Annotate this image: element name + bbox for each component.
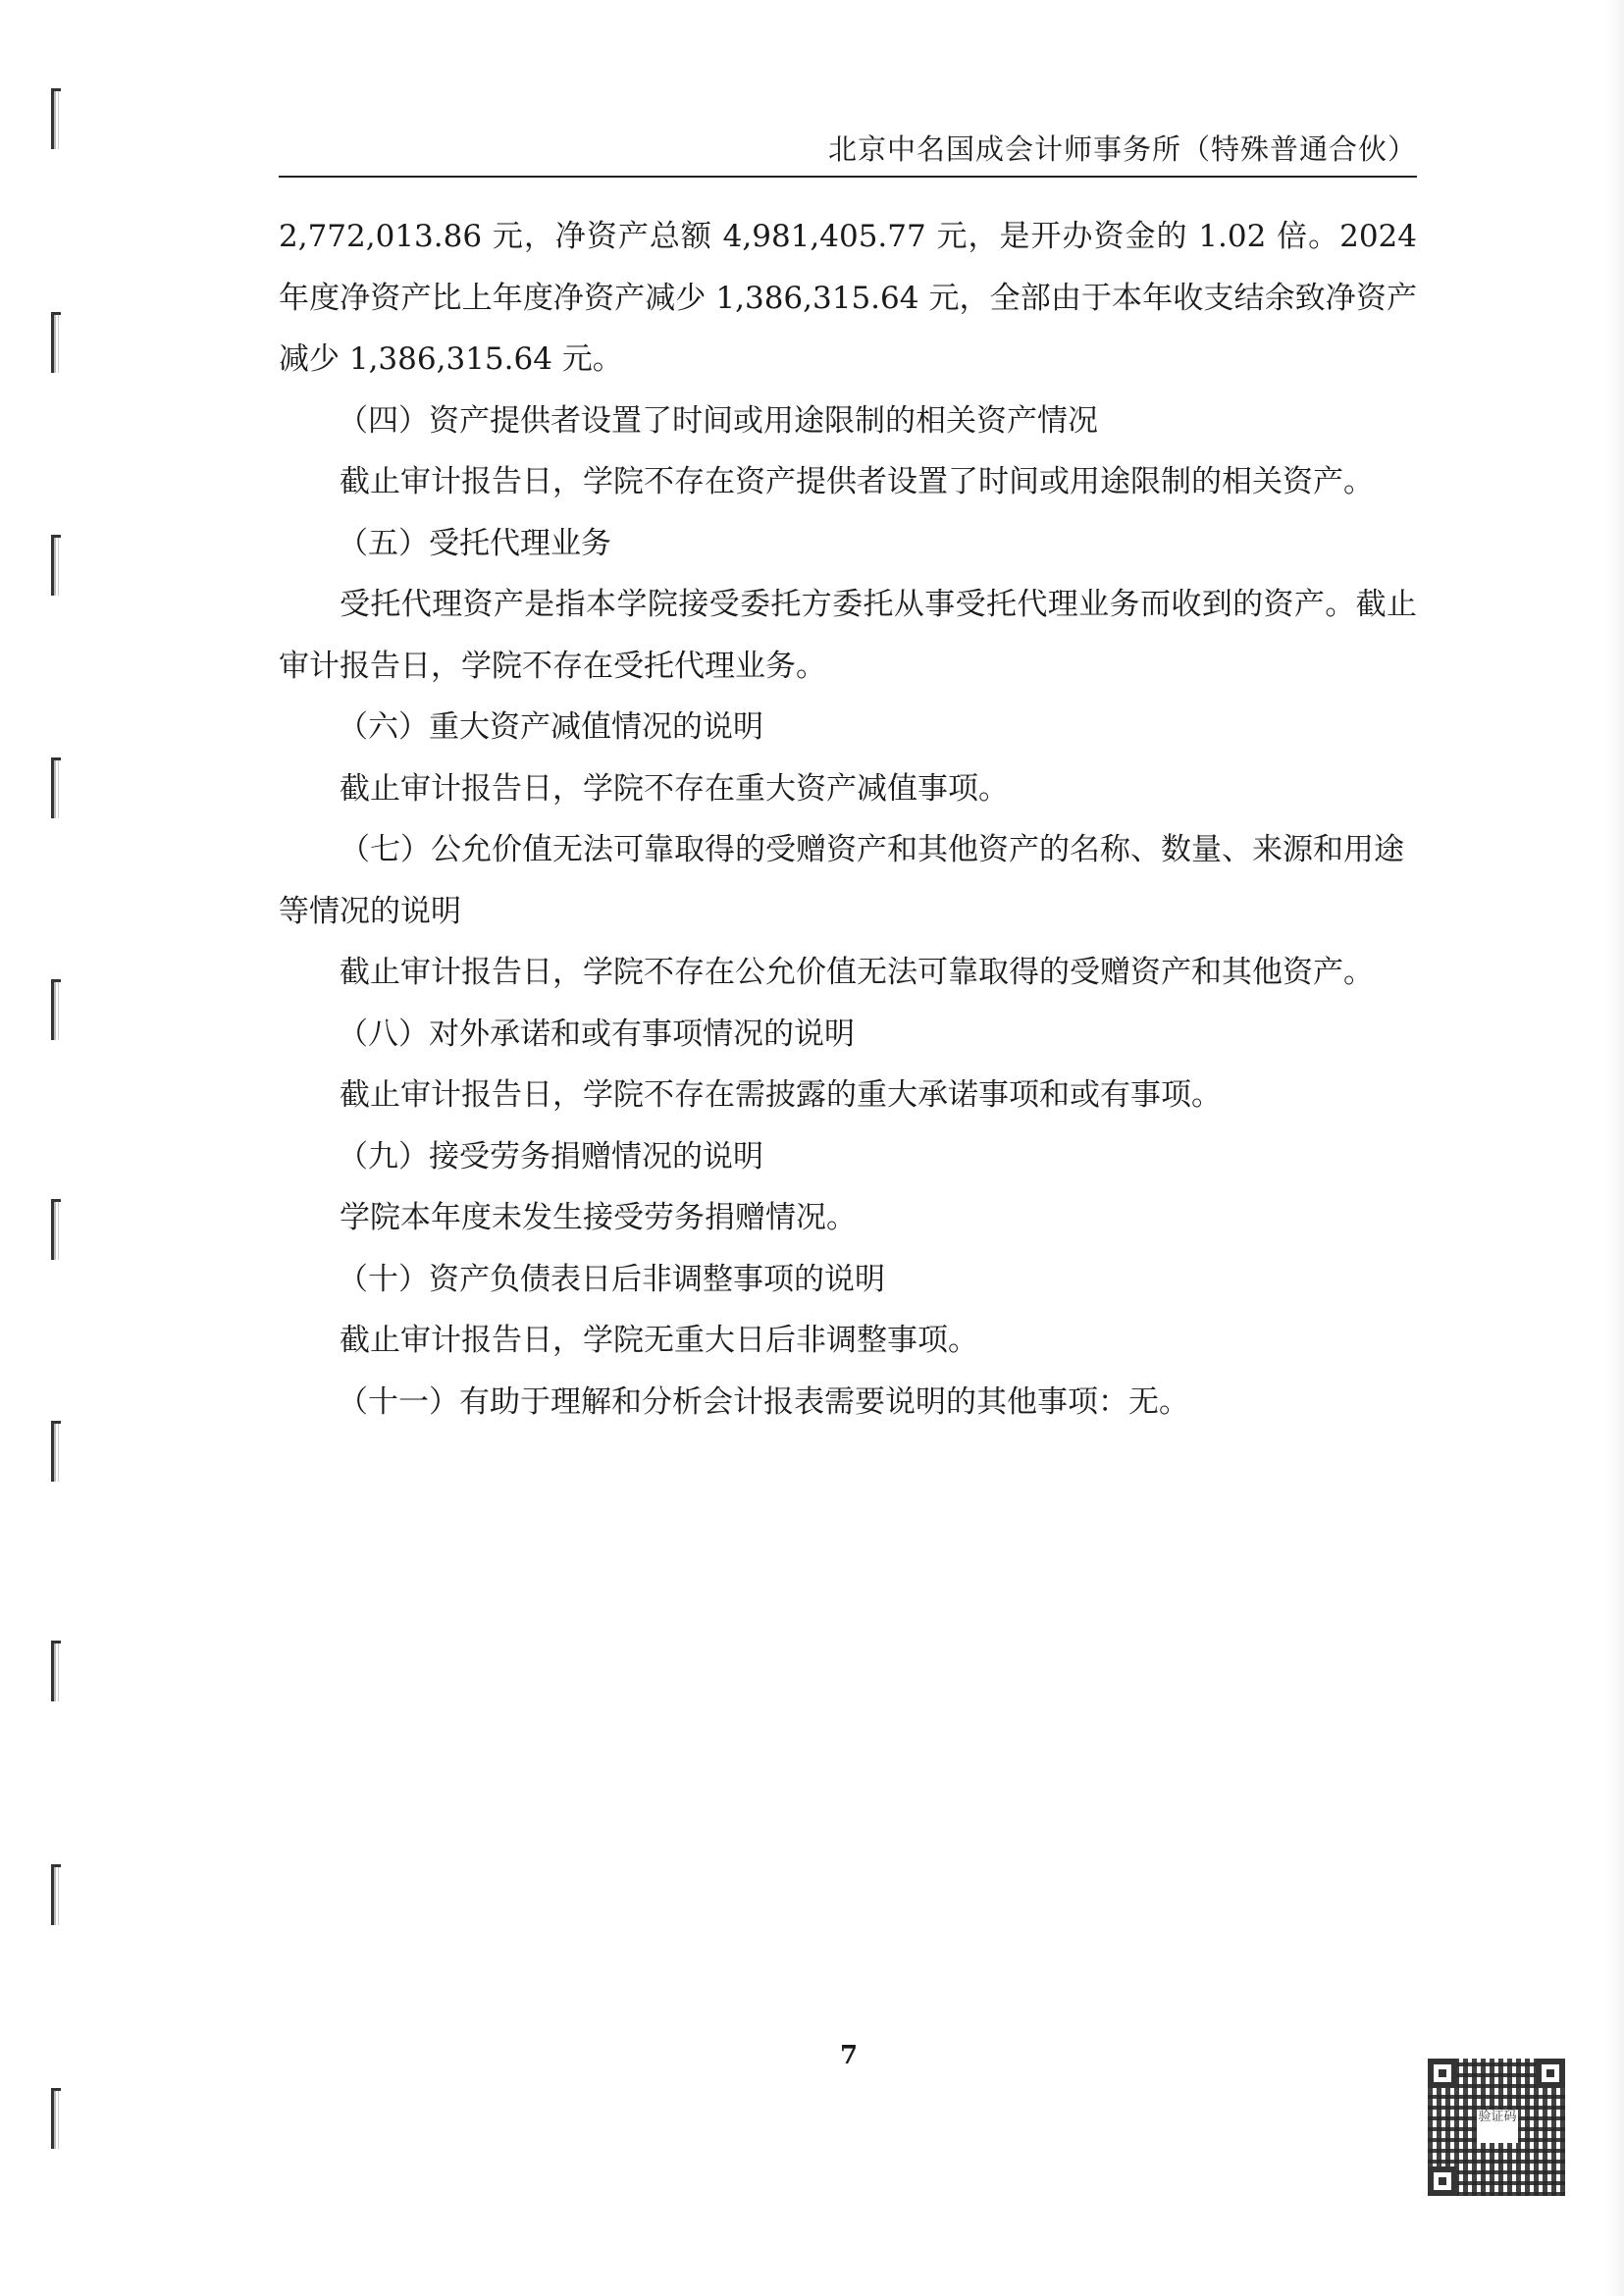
heading-asset-impairment: （六）重大资产减值情况的说明: [338, 709, 763, 745]
heading-donated-assets: （七）公允价值无法可靠取得的受赠资产和其他资产的名称、数量、来源和用途等情况的说明: [279, 832, 1404, 929]
binding-mark: [51, 1864, 61, 1925]
heading-agency-business: （五）受托代理业务: [338, 525, 611, 561]
paragraph-labor-donations: 学院本年度未发生接受劳务捐赠情况。: [340, 1200, 857, 1235]
heading-labor-donations: （九）接受劳务捐赠情况的说明: [338, 1138, 763, 1174]
page-number: 7: [839, 2041, 859, 2070]
firm-name: 北京中名国成会计师事务所（特殊普通合伙）: [827, 132, 1417, 166]
binding-mark: [51, 535, 61, 596]
scan-edge: [1606, 0, 1624, 2296]
page-header: [279, 128, 1417, 178]
binding-mark: [51, 1199, 61, 1260]
binding-mark: [51, 979, 61, 1040]
paragraph-commitments: 截止审计报告日，学院不存在需披露的重大承诺事项和或有事项。: [340, 1077, 1222, 1113]
qr-label: 验证码: [1477, 2110, 1518, 2143]
heading-subsequent-events: （十）资产负债表日后非调整事项的说明: [338, 1261, 885, 1297]
paragraph-net-assets: 2,772,013.86 元，净资产总额 4,981,405.77 元，是开办资金的 1.02 倍。2024 年度净资产比上年度净资产减少 1,386,315.64 元，全部由于本年收支结余致净资产减少 1,386,315.64 元。: [279, 219, 1417, 377]
qr-code: [1428, 2059, 1565, 2196]
heading-other-matters: （十一）有助于理解和分析会计报表需要说明的其他事项：无。: [338, 1383, 1189, 1420]
binding-mark: [51, 312, 61, 373]
qr-finder: [1536, 2059, 1565, 2088]
binding-mark: [51, 2088, 61, 2149]
paragraph-agency-business: 受托代理资产是指本学院接受委托方委托从事受托代理业务而收到的资产。截止审计报告日，学院不存在受托代理业务。: [279, 587, 1417, 684]
binding-mark: [51, 1641, 61, 1701]
paragraph-subsequent-events: 截止审计报告日，学院无重大日后非调整事项。: [340, 1323, 978, 1358]
qr-finder: [1428, 2059, 1457, 2088]
binding-mark: [51, 1421, 61, 1482]
paragraph-donated-assets: 截止审计报告日，学院不存在公允价值无法可靠取得的受赠资产和其他资产。: [340, 955, 1374, 990]
paragraph-restricted-assets: 截止审计报告日，学院不存在资产提供者设置了时间或用途限制的相关资产。: [340, 464, 1374, 499]
document-body: [279, 206, 1417, 1433]
paragraph-asset-impairment: 截止审计报告日，学院不存在重大资产减值事项。: [340, 770, 1009, 807]
binding-mark: [51, 88, 61, 149]
binding-mark: [51, 757, 61, 818]
heading-restricted-assets: （四）资产提供者设置了时间或用途限制的相关资产情况: [338, 402, 1098, 439]
qr-finder: [1428, 2166, 1457, 2196]
heading-commitments: （八）对外承诺和或有事项情况的说明: [338, 1016, 855, 1052]
